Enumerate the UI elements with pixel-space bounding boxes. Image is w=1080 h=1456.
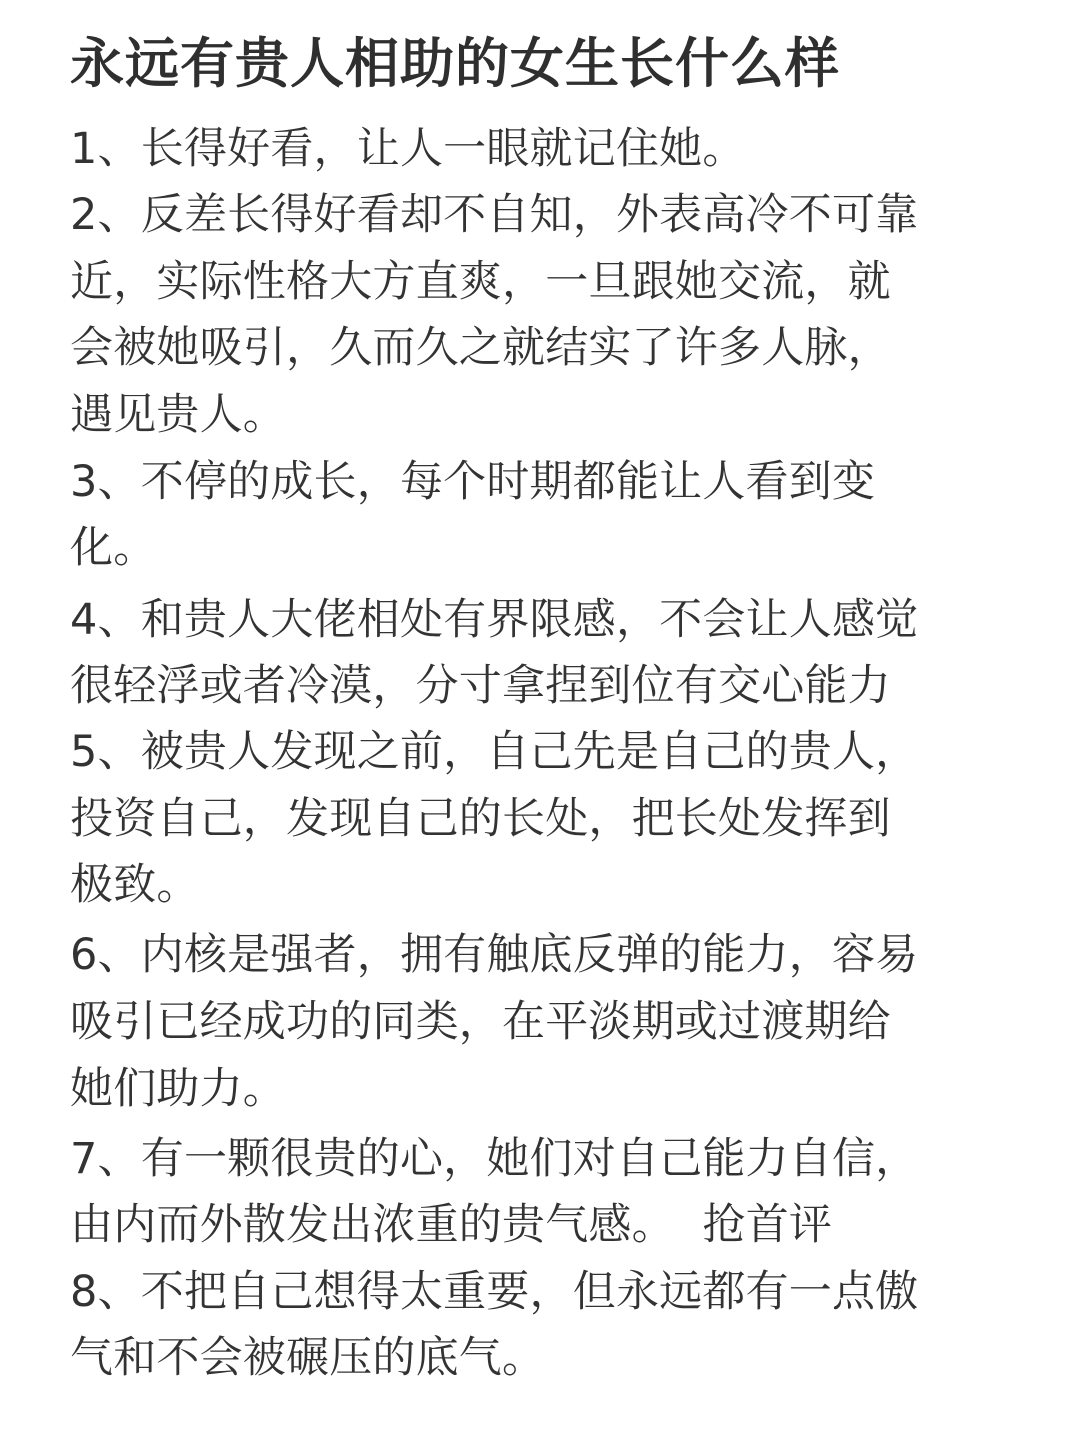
text-line-2: 2、反差长得好看却不自知，外表高冷不可靠 [70, 190, 919, 240]
text-line-15: 她们助力。 [70, 1064, 286, 1114]
text-line-8: 4、和贵人大佬相处有界限感，不会让人感觉 [70, 595, 919, 645]
text-line-7: 化。 [70, 523, 157, 573]
page-title: 永远有贵人相助的女生长什么样 [70, 32, 840, 95]
text-line-12: 极致。 [70, 860, 200, 910]
text-line-3: 近，实际性格大方直爽，一旦跟她交流，就 [70, 257, 891, 307]
text-line-6: 3、不停的成长，每个时期都能让人看到变 [70, 457, 876, 507]
text-line-18: 8、不把自己想得太重要，但永远都有一点傲 [70, 1267, 919, 1317]
note-page [70, 0, 1030, 1456]
text-line-11: 投资自己，发现自己的长处，把长处发挥到 [70, 794, 891, 844]
text-line-1: 1、长得好看，让人一眼就记住她。 [70, 124, 746, 174]
text-line-14: 吸引已经成功的同类，在平淡期或过渡期给 [70, 997, 891, 1047]
text-line-16: 7、有一颗很贵的心，她们对自己能力自信， [70, 1134, 919, 1184]
text-line-19: 气和不会被碾压的底气。 [70, 1333, 546, 1383]
text-line-5: 遇见贵人。 [70, 390, 286, 440]
text-line-17: 由内而外散发出浓重的贵气感。 抢首评 [70, 1200, 833, 1250]
text-line-4: 会被她吸引，久而久之就结实了许多人脉， [70, 323, 891, 373]
text-line-9: 很轻浮或者冷漠，分寸拿捏到位有交心能力 [70, 661, 891, 711]
text-line-13: 6、内核是强者，拥有触底反弹的能力，容易 [70, 930, 919, 980]
text-line-10: 5、被贵人发现之前，自己先是自己的贵人， [70, 727, 919, 777]
